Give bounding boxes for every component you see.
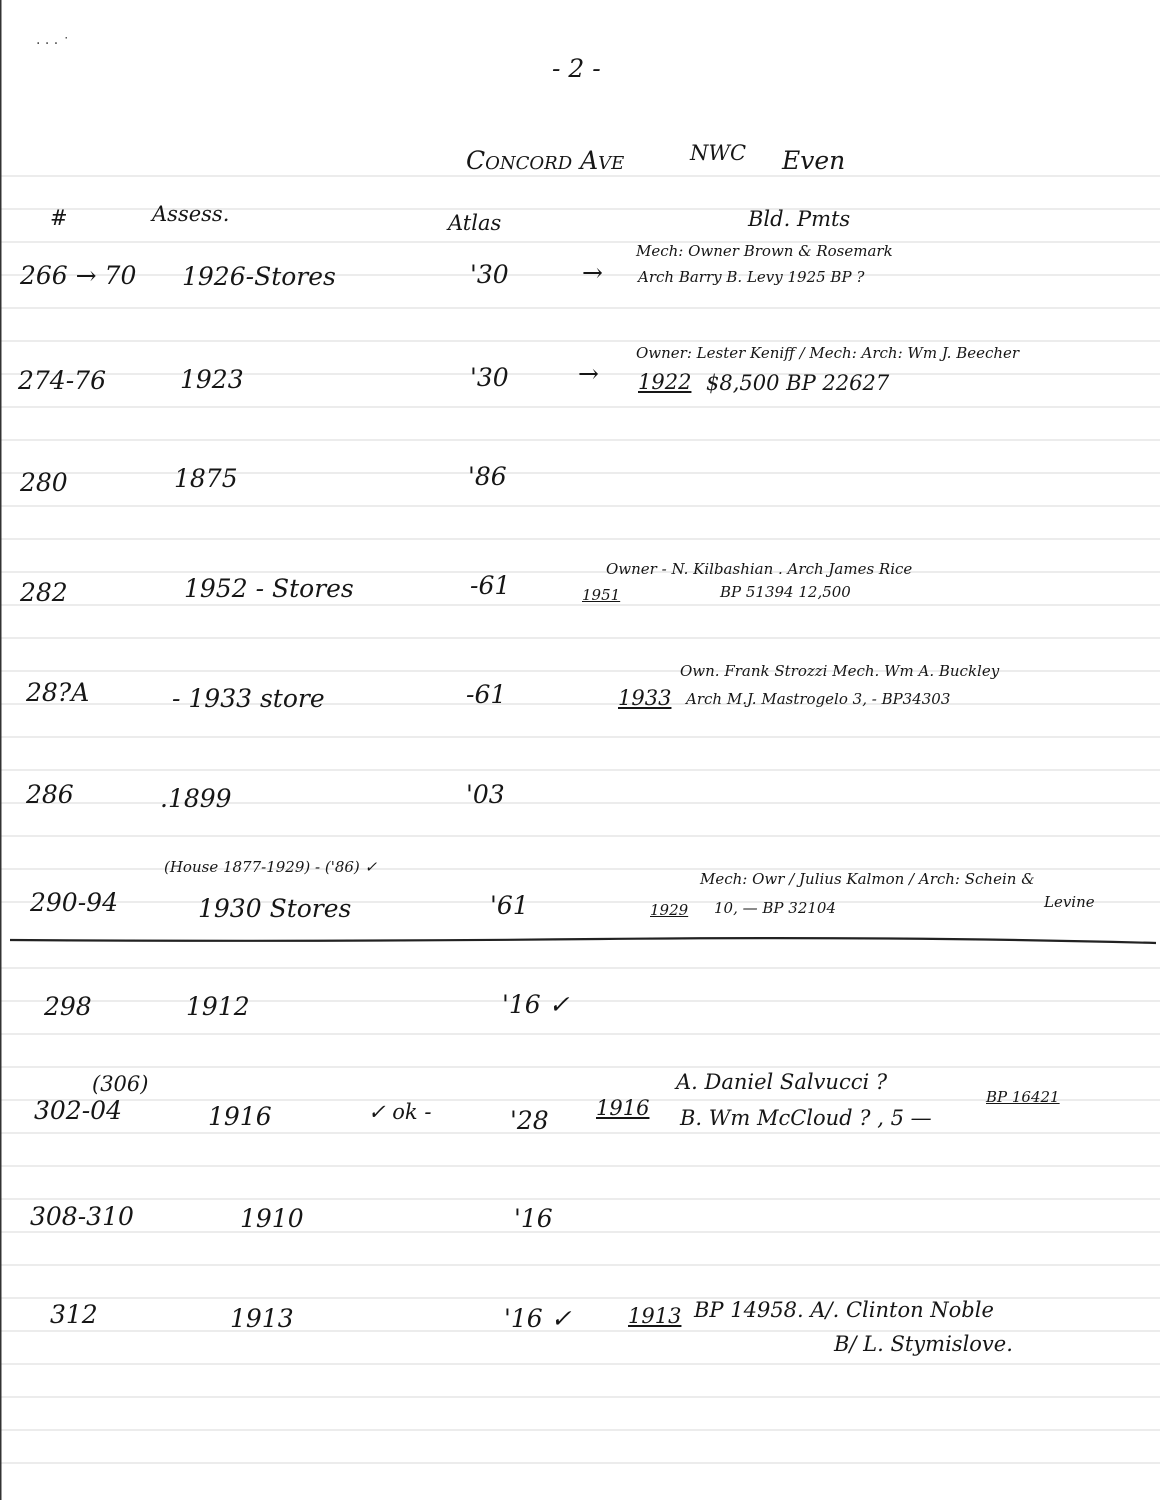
permit-line-1: Owner - N. Kilbashian . Arch James Rice	[606, 560, 913, 578]
row-assess: 1926-Stores	[182, 262, 336, 291]
header-permits: Bld. Pmts	[748, 207, 851, 231]
row-number: 298	[44, 992, 92, 1021]
row-arrow: →	[582, 258, 603, 287]
row-assess: 1912	[186, 992, 250, 1021]
row-number: 28?A	[26, 678, 90, 707]
permit-line-2: BP 51394 12,500	[720, 583, 851, 601]
row-assess: - 1933 store	[172, 684, 325, 713]
row-atlas: '61	[490, 891, 529, 920]
permit-year: 1916	[596, 1096, 650, 1120]
permit-line-2: B/ L. Stymislove.	[834, 1332, 1013, 1356]
permit-line-1: Mech: Owner Brown & Rosemark	[636, 242, 893, 260]
permit-line-2: B. Wm McCloud ? , 5 —	[680, 1106, 932, 1130]
permit-year: 1951	[582, 586, 621, 604]
permit-year: 1929	[650, 901, 689, 919]
permit-line-2: $8,500 BP 22627	[706, 371, 890, 395]
row-number: 274-76	[18, 366, 106, 395]
permit-year: 1913	[628, 1304, 682, 1328]
row-atlas: '30	[470, 363, 509, 392]
number-note: (306)	[92, 1072, 149, 1096]
row-atlas: '28	[510, 1106, 549, 1135]
permit-extra: BP 16421	[986, 1088, 1060, 1106]
permit-year: 1922	[638, 370, 692, 394]
row-number: 266 → 70	[20, 261, 137, 290]
row-assess: 1910	[240, 1204, 304, 1233]
ok-mark: ✓ ok -	[368, 1100, 432, 1124]
row-assess: 1952 - Stores	[184, 574, 354, 603]
row-assess: 1913	[230, 1304, 294, 1333]
permit-line-1: Own. Frank Strozzi Mech. Wm A. Buckley	[680, 662, 1000, 680]
row-assess: .1899	[160, 784, 232, 813]
row-atlas: '16 ✓	[504, 1304, 572, 1333]
row-number: 302-04	[34, 1096, 122, 1125]
section-divider-line	[10, 938, 1156, 943]
permit-line-2: Arch Barry B. Levy 1925 BP ?	[638, 268, 865, 286]
assess-note: (House 1877-1929) - ('86) ✓	[164, 858, 378, 876]
permit-line-2: Arch M.J. Mastrogelo 3, - BP34303	[686, 690, 951, 708]
row-assess: 1875	[174, 464, 238, 493]
row-number: 312	[50, 1300, 98, 1329]
row-atlas: '16 ✓	[502, 990, 570, 1019]
row-atlas: '16	[514, 1204, 553, 1233]
title-side: Even	[782, 146, 846, 175]
permit-line-1: Owner: Lester Keniff / Mech: Arch: Wm J. Beecher	[636, 344, 1020, 362]
row-atlas: '86	[468, 462, 507, 491]
permit-line-1: BP 14958. A/. Clinton Noble	[694, 1298, 994, 1322]
scan-specks: · · · ˙	[36, 36, 70, 52]
row-atlas: '03	[466, 780, 505, 809]
permit-line-1: A. Daniel Salvucci ?	[676, 1070, 888, 1094]
row-number: 282	[20, 578, 68, 607]
title-corner: NWC	[690, 141, 747, 165]
row-assess: 1930 Stores	[198, 894, 352, 923]
permit-extra: Levine	[1044, 893, 1095, 911]
row-number: 290-94	[30, 888, 118, 917]
permit-line-1: Mech: Owr / Julius Kalmon / Arch: Schein &	[700, 870, 1035, 888]
row-number: 280	[20, 468, 68, 497]
permit-line-2: 10, — BP 32104	[714, 899, 836, 917]
header-number: #	[50, 206, 68, 230]
header-atlas: Atlas	[448, 211, 502, 235]
row-assess: 1916	[208, 1102, 272, 1131]
title-street: Concord Ave	[466, 146, 625, 175]
row-atlas: -61	[466, 680, 507, 709]
row-assess: 1923	[180, 365, 244, 394]
row-arrow: →	[578, 359, 599, 388]
row-atlas: '30	[470, 260, 509, 289]
row-number: 286	[26, 780, 74, 809]
header-assess: Assess.	[152, 202, 230, 226]
row-number: 308-310	[30, 1202, 134, 1231]
page-number: - 2 -	[552, 54, 601, 83]
row-atlas: -61	[470, 571, 511, 600]
permit-year: 1933	[618, 686, 672, 710]
